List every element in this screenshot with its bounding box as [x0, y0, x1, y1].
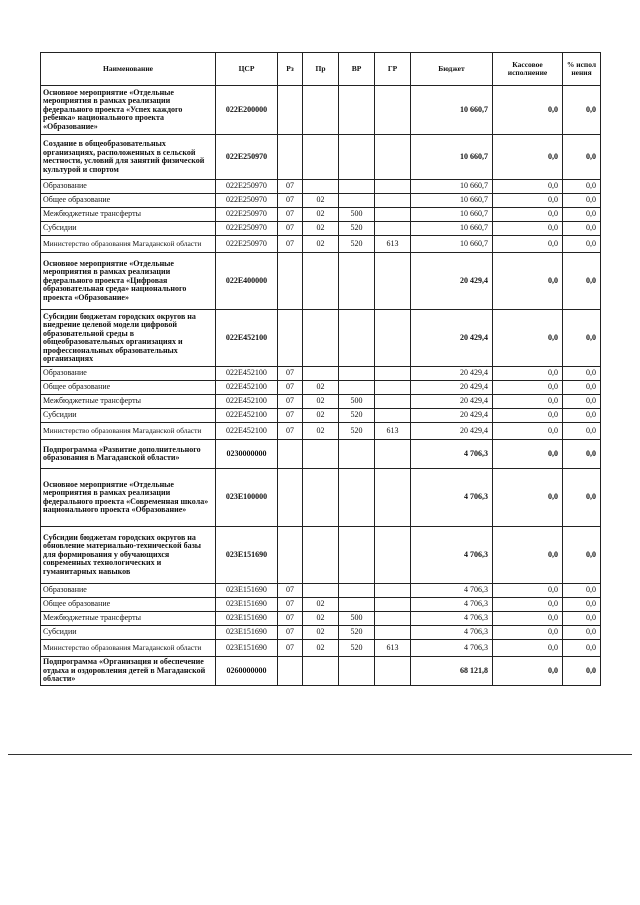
cell-rz — [278, 469, 303, 527]
cell-cash-execution: 0,0 — [493, 626, 563, 640]
cell-csr: 023E151690 — [216, 584, 278, 598]
cell-rz: 07 — [278, 222, 303, 236]
cell-name: Основное мероприятие «Отдельные мероприятия в рамках реализации федерального проекта «Цифровая образовательная среда» национального проекта «Образование» — [41, 253, 216, 310]
cell-gr — [375, 584, 411, 598]
cell-vr: 520 — [339, 640, 375, 657]
cell-name: Субсидии — [41, 626, 216, 640]
cell-pr — [303, 367, 339, 381]
cell-gr: 613 — [375, 640, 411, 657]
header-rz: Рз — [278, 53, 303, 86]
cell-percent: 0,0 — [563, 598, 601, 612]
cell-budget: 4 706,3 — [411, 598, 493, 612]
cell-budget: 20 429,4 — [411, 423, 493, 440]
cell-percent: 0,0 — [563, 409, 601, 423]
cell-rz: 07 — [278, 640, 303, 657]
cell-rz: 07 — [278, 381, 303, 395]
cell-name: Подпрограмма «Организация и обеспечение отдыха и оздоровления детей в Магаданской области» — [41, 657, 216, 686]
cell-vr: 500 — [339, 395, 375, 409]
cell-rz: 07 — [278, 423, 303, 440]
cell-pr: 02 — [303, 612, 339, 626]
cell-budget: 10 660,7 — [411, 222, 493, 236]
budget-execution-table — [40, 52, 601, 686]
cell-rz: 07 — [278, 584, 303, 598]
cell-percent: 0,0 — [563, 310, 601, 367]
cell-cash-execution: 0,0 — [493, 423, 563, 440]
cell-percent: 0,0 — [563, 584, 601, 598]
cell-cash-execution: 0,0 — [493, 527, 563, 584]
cell-gr — [375, 626, 411, 640]
cell-vr: 520 — [339, 222, 375, 236]
cell-name: Общее образование — [41, 194, 216, 208]
cell-csr: 023E151690 — [216, 626, 278, 640]
cell-cash-execution: 0,0 — [493, 222, 563, 236]
cell-percent: 0,0 — [563, 236, 601, 253]
cell-gr: 613 — [375, 236, 411, 253]
cell-cash-execution: 0,0 — [493, 310, 563, 367]
table-row — [41, 253, 601, 310]
cell-csr: 023E100000 — [216, 469, 278, 527]
cell-gr — [375, 253, 411, 310]
cell-budget: 68 121,8 — [411, 657, 493, 686]
cell-percent: 0,0 — [563, 640, 601, 657]
table-row — [41, 640, 601, 657]
cell-percent: 0,0 — [563, 381, 601, 395]
cell-csr: 022E452100 — [216, 395, 278, 409]
table-header-row — [41, 53, 601, 86]
cell-vr — [339, 469, 375, 527]
cell-percent: 0,0 — [563, 657, 601, 686]
cell-percent: 0,0 — [563, 527, 601, 584]
cell-name: Основное мероприятие «Отдельные мероприятия в рамках реализации федерального проекта «Успех каждого ребенка» национального проекта «Образование» — [41, 86, 216, 135]
cell-percent: 0,0 — [563, 86, 601, 135]
cell-cash-execution: 0,0 — [493, 86, 563, 135]
cell-name: Создание в общеобразовательных организациях, расположенных в сельской местности, условий для занятий физической культурой и спортом — [41, 135, 216, 180]
cell-budget: 4 706,3 — [411, 469, 493, 527]
cell-budget: 10 660,7 — [411, 180, 493, 194]
cell-pr — [303, 657, 339, 686]
cell-rz: 07 — [278, 626, 303, 640]
cell-cash-execution: 0,0 — [493, 657, 563, 686]
cell-rz — [278, 135, 303, 180]
header-budget: Бюджет — [411, 53, 493, 86]
cell-budget: 20 429,4 — [411, 381, 493, 395]
cell-name: Субсидии бюджетам городских округов на обновление материально-технической базы для формирования у обучающихся современных технологических и гуманитарных навыков — [41, 527, 216, 584]
table-row — [41, 86, 601, 135]
cell-cash-execution: 0,0 — [493, 409, 563, 423]
cell-cash-execution: 0,0 — [493, 640, 563, 657]
cell-percent: 0,0 — [563, 440, 601, 469]
cell-pr — [303, 469, 339, 527]
cell-csr: 022E200000 — [216, 86, 278, 135]
cell-pr — [303, 86, 339, 135]
cell-pr: 02 — [303, 598, 339, 612]
cell-name: Подпрограмма «Развитие дополнительного образования в Магаданской области» — [41, 440, 216, 469]
table-row — [41, 395, 601, 409]
cell-budget: 10 660,7 — [411, 86, 493, 135]
cell-cash-execution: 0,0 — [493, 367, 563, 381]
cell-cash-execution: 0,0 — [493, 469, 563, 527]
table-row — [41, 409, 601, 423]
cell-gr — [375, 527, 411, 584]
table-row — [41, 657, 601, 686]
cell-name: Субсидии бюджетам городских округов на внедрение целевой модели цифровой образовательной среды в общеобразовательных организациях и профессиональных образовательных организациях — [41, 310, 216, 367]
cell-name: Межбюджетные трансферты — [41, 612, 216, 626]
cell-vr — [339, 657, 375, 686]
cell-budget: 20 429,4 — [411, 310, 493, 367]
cell-pr: 02 — [303, 395, 339, 409]
cell-gr — [375, 469, 411, 527]
cell-gr: 613 — [375, 423, 411, 440]
cell-cash-execution: 0,0 — [493, 598, 563, 612]
cell-csr: 022E452100 — [216, 409, 278, 423]
cell-cash-execution: 0,0 — [493, 180, 563, 194]
cell-name: Образование — [41, 584, 216, 598]
cell-pr: 02 — [303, 236, 339, 253]
table-row — [41, 469, 601, 527]
cell-rz: 07 — [278, 194, 303, 208]
table-row — [41, 194, 601, 208]
cell-vr — [339, 584, 375, 598]
table-row — [41, 135, 601, 180]
cell-vr: 500 — [339, 208, 375, 222]
cell-name: Образование — [41, 180, 216, 194]
cell-vr: 520 — [339, 236, 375, 253]
cell-csr: 022E250970 — [216, 208, 278, 222]
cell-vr — [339, 367, 375, 381]
cell-name: Субсидии — [41, 222, 216, 236]
cell-cash-execution: 0,0 — [493, 381, 563, 395]
cell-pr: 02 — [303, 222, 339, 236]
cell-gr — [375, 612, 411, 626]
cell-pr: 02 — [303, 208, 339, 222]
cell-pr: 02 — [303, 640, 339, 657]
cell-vr — [339, 135, 375, 180]
cell-csr: 022E250970 — [216, 180, 278, 194]
cell-pr: 02 — [303, 626, 339, 640]
cell-cash-execution: 0,0 — [493, 395, 563, 409]
cell-gr — [375, 367, 411, 381]
cell-budget: 4 706,3 — [411, 640, 493, 657]
cell-rz: 07 — [278, 395, 303, 409]
cell-csr: 022E400000 — [216, 253, 278, 310]
cell-vr — [339, 440, 375, 469]
cell-rz — [278, 440, 303, 469]
cell-name: Министерство образования Магаданской области — [41, 640, 216, 657]
cell-name: Министерство образования Магаданской области — [41, 236, 216, 253]
cell-rz: 07 — [278, 208, 303, 222]
table-row — [41, 598, 601, 612]
table-row — [41, 584, 601, 598]
cell-gr — [375, 222, 411, 236]
cell-budget: 10 660,7 — [411, 194, 493, 208]
cell-cash-execution: 0,0 — [493, 208, 563, 222]
cell-rz — [278, 527, 303, 584]
cell-vr: 500 — [339, 612, 375, 626]
cell-rz: 07 — [278, 409, 303, 423]
cell-rz — [278, 86, 303, 135]
cell-percent: 0,0 — [563, 222, 601, 236]
table-row — [41, 527, 601, 584]
cell-csr: 022E452100 — [216, 367, 278, 381]
cell-name: Министерство образования Магаданской области — [41, 423, 216, 440]
cell-pr: 02 — [303, 381, 339, 395]
cell-gr — [375, 135, 411, 180]
cell-pr — [303, 135, 339, 180]
cell-csr: 023E151690 — [216, 640, 278, 657]
cell-gr — [375, 194, 411, 208]
cell-budget: 20 429,4 — [411, 367, 493, 381]
table-row — [41, 208, 601, 222]
cell-vr — [339, 253, 375, 310]
cell-rz: 07 — [278, 598, 303, 612]
cell-gr — [375, 598, 411, 612]
header-gr: ГР — [375, 53, 411, 86]
cell-budget: 20 429,4 — [411, 253, 493, 310]
cell-cash-execution: 0,0 — [493, 253, 563, 310]
cell-csr: 022E250970 — [216, 135, 278, 180]
cell-gr — [375, 409, 411, 423]
cell-name: Межбюджетные трансферты — [41, 208, 216, 222]
cell-percent: 0,0 — [563, 469, 601, 527]
table-row — [41, 612, 601, 626]
cell-budget: 4 706,3 — [411, 626, 493, 640]
cell-pr — [303, 527, 339, 584]
cell-rz — [278, 310, 303, 367]
cell-csr: 022E452100 — [216, 423, 278, 440]
cell-budget: 10 660,7 — [411, 236, 493, 253]
cell-pr: 02 — [303, 194, 339, 208]
header-vr: ВР — [339, 53, 375, 86]
cell-pr: 02 — [303, 423, 339, 440]
cell-percent: 0,0 — [563, 208, 601, 222]
table-row — [41, 222, 601, 236]
cell-csr: 023E151690 — [216, 612, 278, 626]
cell-vr — [339, 310, 375, 367]
cell-rz — [278, 253, 303, 310]
cell-cash-execution: 0,0 — [493, 236, 563, 253]
cell-csr: 0230000000 — [216, 440, 278, 469]
table-row — [41, 310, 601, 367]
cell-pr — [303, 180, 339, 194]
cell-name: Общее образование — [41, 381, 216, 395]
cell-vr: 520 — [339, 409, 375, 423]
cell-budget: 10 660,7 — [411, 208, 493, 222]
table-row — [41, 423, 601, 440]
cell-csr: 023E151690 — [216, 598, 278, 612]
cell-vr — [339, 527, 375, 584]
cell-pr — [303, 584, 339, 598]
cell-gr — [375, 657, 411, 686]
cell-rz — [278, 657, 303, 686]
cell-gr — [375, 310, 411, 367]
cell-csr: 0260000000 — [216, 657, 278, 686]
cell-gr — [375, 395, 411, 409]
cell-csr: 022E250970 — [216, 236, 278, 253]
cell-vr — [339, 194, 375, 208]
cell-cash-execution: 0,0 — [493, 194, 563, 208]
table-row — [41, 180, 601, 194]
budget-table-sheet — [40, 52, 600, 686]
cell-name: Образование — [41, 367, 216, 381]
cell-name: Субсидии — [41, 409, 216, 423]
cell-percent: 0,0 — [563, 612, 601, 626]
cell-name: Общее образование — [41, 598, 216, 612]
header-pr: Пр — [303, 53, 339, 86]
cell-percent: 0,0 — [563, 395, 601, 409]
cell-budget: 4 706,3 — [411, 584, 493, 598]
cell-percent: 0,0 — [563, 135, 601, 180]
cell-budget: 4 706,3 — [411, 527, 493, 584]
cell-gr — [375, 180, 411, 194]
table-row — [41, 367, 601, 381]
cell-rz: 07 — [278, 367, 303, 381]
table-row — [41, 626, 601, 640]
cell-vr: 520 — [339, 423, 375, 440]
cell-gr — [375, 440, 411, 469]
cell-budget: 10 660,7 — [411, 135, 493, 180]
table-body — [41, 86, 601, 686]
cell-name: Межбюджетные трансферты — [41, 395, 216, 409]
cell-budget: 20 429,4 — [411, 409, 493, 423]
page-divider-line — [8, 754, 632, 755]
cell-rz: 07 — [278, 180, 303, 194]
cell-cash-execution: 0,0 — [493, 440, 563, 469]
cell-percent: 0,0 — [563, 626, 601, 640]
cell-cash-execution: 0,0 — [493, 584, 563, 598]
cell-gr — [375, 86, 411, 135]
header-csr: ЦСР — [216, 53, 278, 86]
cell-rz: 07 — [278, 612, 303, 626]
cell-percent: 0,0 — [563, 194, 601, 208]
cell-budget: 20 429,4 — [411, 395, 493, 409]
cell-csr: 022E250970 — [216, 222, 278, 236]
table-row — [41, 236, 601, 253]
cell-name: Основное мероприятие «Отдельные мероприятия в рамках реализации федерального проекта «Современная школа» национального проекта «Образование» — [41, 469, 216, 527]
cell-rz: 07 — [278, 236, 303, 253]
table-row — [41, 381, 601, 395]
cell-percent: 0,0 — [563, 253, 601, 310]
cell-gr — [375, 208, 411, 222]
cell-pr — [303, 310, 339, 367]
cell-percent: 0,0 — [563, 367, 601, 381]
cell-vr — [339, 598, 375, 612]
cell-vr: 520 — [339, 626, 375, 640]
cell-vr — [339, 381, 375, 395]
cell-csr: 022E452100 — [216, 310, 278, 367]
cell-pr — [303, 440, 339, 469]
cell-vr — [339, 180, 375, 194]
header-percent: % испол нения — [563, 53, 601, 86]
cell-csr: 023E151690 — [216, 527, 278, 584]
cell-csr: 022E452100 — [216, 381, 278, 395]
cell-percent: 0,0 — [563, 180, 601, 194]
header-name: Наименование — [41, 53, 216, 86]
cell-csr: 022E250970 — [216, 194, 278, 208]
cell-pr: 02 — [303, 409, 339, 423]
header-cash-execution: Кассовое исполнение — [493, 53, 563, 86]
cell-budget: 4 706,3 — [411, 440, 493, 469]
cell-vr — [339, 86, 375, 135]
cell-budget: 4 706,3 — [411, 612, 493, 626]
cell-cash-execution: 0,0 — [493, 612, 563, 626]
cell-cash-execution: 0,0 — [493, 135, 563, 180]
cell-gr — [375, 381, 411, 395]
cell-pr — [303, 253, 339, 310]
table-row — [41, 440, 601, 469]
cell-percent: 0,0 — [563, 423, 601, 440]
